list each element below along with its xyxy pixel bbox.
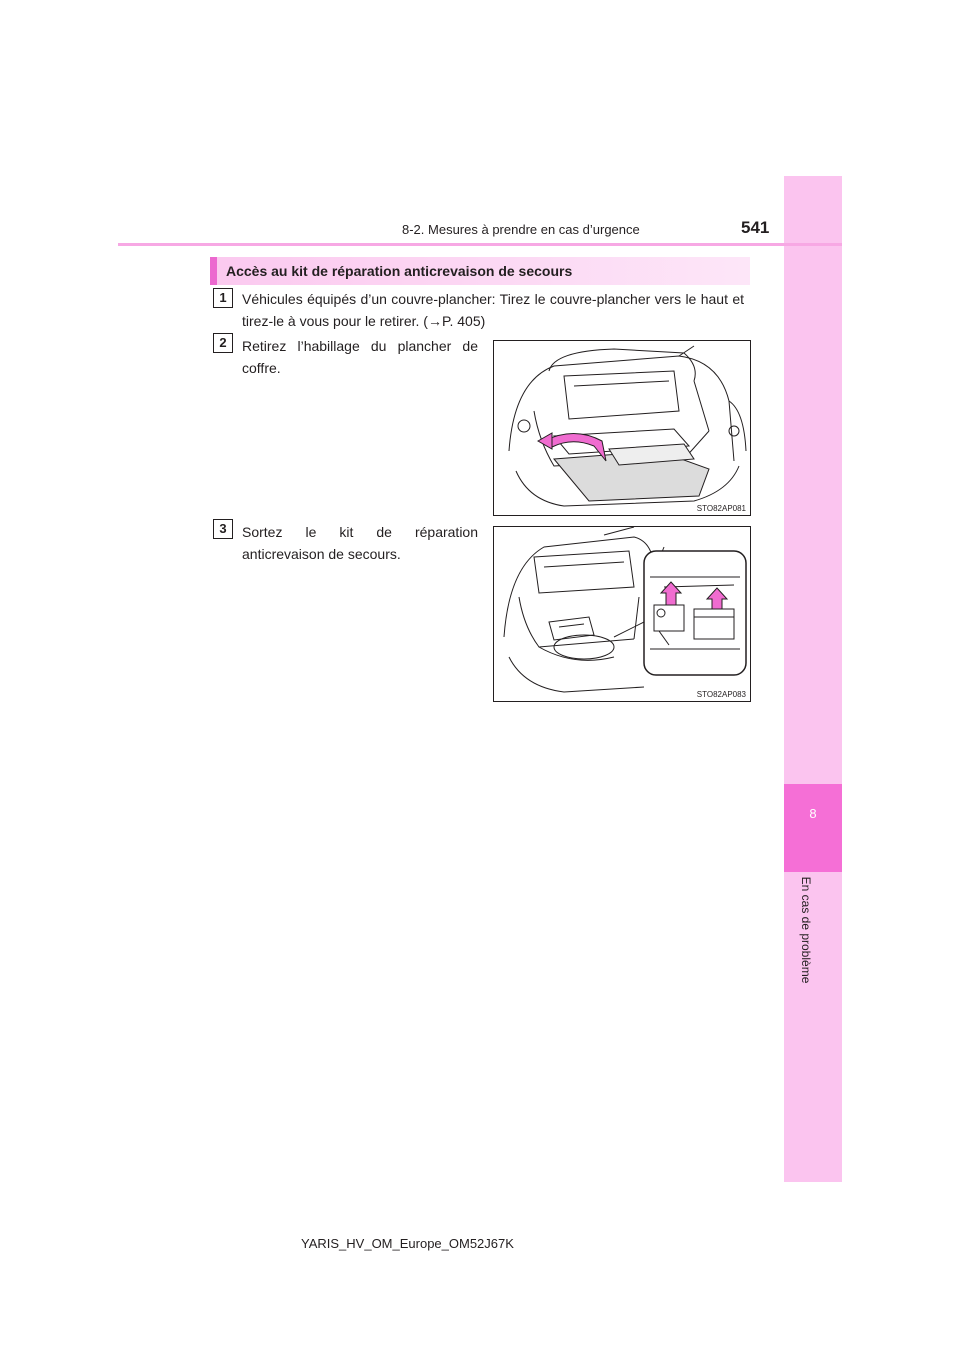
document-footer: YARIS_HV_OM_Europe_OM52J67K [301, 1236, 514, 1251]
page-number: 541 [741, 218, 770, 237]
step-1-text: Véhicules équipés d’un couvre-plancher: Tirez le couvre-plancher vers le haut et tirez-le à vous pour le retirer. (→P. 405) [242, 291, 744, 329]
step-3-text: Sortez le kit de réparation anticrevaison de secours. [242, 524, 478, 562]
header-rule [118, 243, 842, 246]
step-number-3: 3 [213, 519, 233, 539]
step-number-2: 2 [213, 333, 233, 353]
chapter-title: En cas de problème [799, 876, 813, 984]
section-heading-bar [210, 257, 217, 285]
step-2-text: Retirez l’habillage du plancher de coffre. [242, 338, 478, 376]
section-heading-text: Accès au kit de réparation anticrevaison de secours [226, 263, 573, 279]
chapter-side-tab [784, 176, 842, 1182]
repair-kit-illustration [493, 526, 751, 702]
chapter-number-tab [784, 784, 842, 872]
trunk-floor-drawing [494, 341, 750, 515]
figure-1-code: STO82AP081 [696, 504, 746, 513]
section-heading [210, 257, 750, 285]
trunk-floor-illustration [493, 340, 751, 516]
figure-2-code: STO82AP083 [696, 690, 746, 699]
step-number-1: 1 [213, 288, 233, 308]
repair-kit-drawing [494, 527, 750, 701]
header-section-title: 8-2. Mesures à prendre en cas d’urgence [402, 222, 640, 237]
chapter-number: 8 [809, 806, 817, 821]
